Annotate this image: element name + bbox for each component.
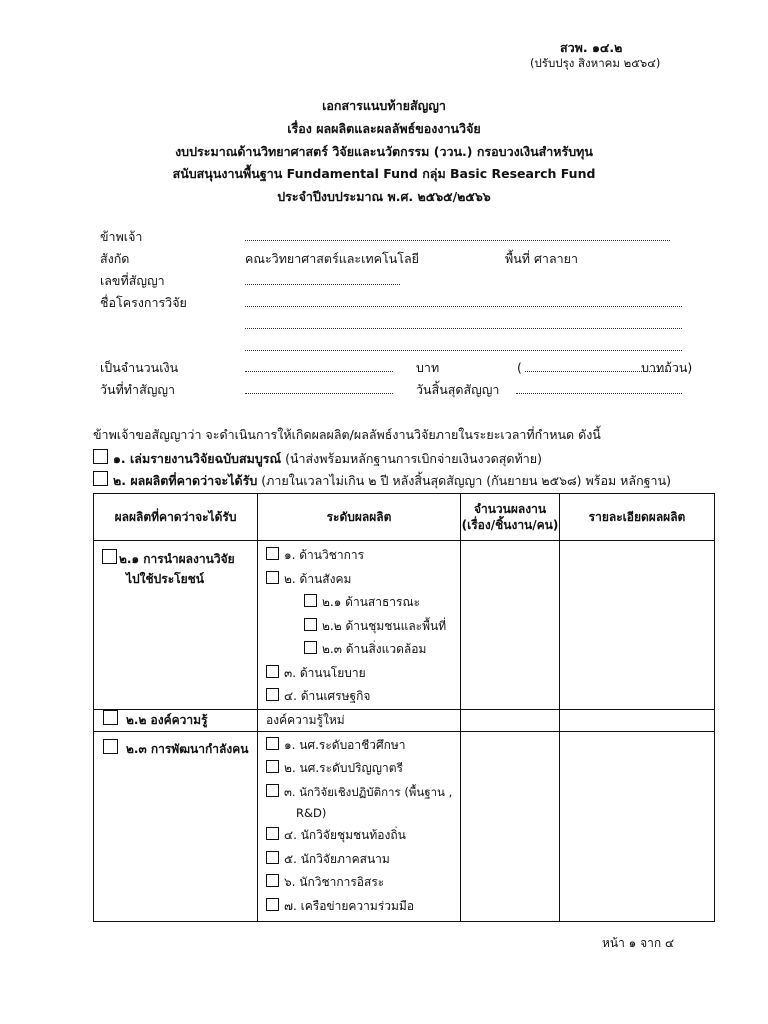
- cat3-details-cell[interactable]: [560, 731, 715, 921]
- title-line-3: งบประมาณด้านวิทยาศาสตร์ วิจัยและนวัตกรรม (ววน.) กรอบวงเงินสำหรับทุน: [175, 144, 593, 159]
- cat2-value: องค์ความรู้ใหม่: [266, 712, 345, 727]
- list-item: [258, 544, 460, 568]
- checklist-item-2-note: (ภายในเวลาไม่เกิน ๒ ปี หลังสิ้นสุดสัญญา (กันยายน ๒๕๖๘) พร้อม หลักฐาน): [257, 473, 671, 488]
- list-item: [258, 824, 460, 848]
- title-line-4: สนับสนุนงานพื้นฐาน Fundamental Fund กลุ่ม Basic Research Fund: [172, 166, 596, 181]
- commitment-text: ข้าพเจ้าขอสัญญาว่า จะดำเนินการให้เกิดผลผลิต/ผลลัพธ์งานวิจัยภายในระยะเวลาที่กำหนด ดังนี้: [93, 427, 601, 442]
- form-code: สวพ. ๑๔.๒: [560, 40, 623, 55]
- checkbox-icon[interactable]: [266, 851, 279, 864]
- checkbox-icon[interactable]: [266, 874, 279, 887]
- checkbox-icon[interactable]: [93, 471, 108, 486]
- level-label: ๑. นศ.ระดับอาชีวศึกษา: [284, 737, 406, 752]
- revision-note: (ปรับปรุง สิงหาคม ๒๕๖๔): [530, 56, 661, 70]
- checklist-item-2-title: ๒. ผลผลิตที่คาดว่าจะได้รับ: [113, 473, 258, 488]
- cat1-details-cell[interactable]: [560, 541, 715, 710]
- project-field-line-3[interactable]: [245, 350, 682, 351]
- list-item: [258, 781, 460, 805]
- project-field-line-1[interactable]: [245, 306, 682, 307]
- header-details: รายละเอียดผลผลิต: [560, 494, 715, 541]
- amount-label: เป็นจำนวนเงิน: [100, 360, 179, 375]
- list-item: [258, 568, 460, 592]
- project-label: ชื่อโครงการวิจัย: [100, 295, 187, 310]
- header-quantity-line-2: (เรื่อง/ชิ้นงาน/คน): [461, 518, 559, 532]
- cat3-label: ๒.๓ การพัฒนากำลังคน: [126, 741, 249, 756]
- contract-no-label: เลขที่สัญญา: [100, 273, 165, 288]
- checkbox-icon[interactable]: [304, 641, 317, 654]
- table-row: [94, 709, 715, 731]
- checkbox-icon[interactable]: [103, 739, 118, 754]
- checkbox-icon[interactable]: [266, 760, 279, 773]
- table-row: [94, 541, 715, 710]
- header-quantity-line-1: จำนวนผลงาน: [473, 502, 547, 516]
- checkbox-icon[interactable]: [266, 665, 279, 678]
- level-label: ๕. นักวิจัยภาคสนาม: [284, 851, 390, 866]
- cat2-level: [258, 709, 461, 731]
- level-label: ๒. ด้านสังคม: [284, 571, 352, 586]
- list-item: [258, 757, 460, 781]
- cat2-label: ๒.๒ องค์ความรู้: [126, 713, 208, 727]
- level-label: ๔. ด้านเศรษฐกิจ: [284, 689, 371, 703]
- checkbox-icon[interactable]: [266, 571, 279, 584]
- checkbox-icon[interactable]: [266, 827, 279, 840]
- contract-no-field[interactable]: [245, 284, 400, 285]
- list-item: [258, 848, 460, 872]
- list-item: [258, 591, 460, 615]
- level-label: ๑. ด้านวิชาการ: [284, 548, 365, 562]
- affiliation-value: คณะวิทยาศาสตร์และเทคโนโลยี: [245, 251, 419, 266]
- title-line-1: เอกสารแนบท้ายสัญญา: [322, 98, 446, 113]
- contract-date-label: วันที่ทำสัญญา: [100, 382, 176, 397]
- list-item: [258, 662, 460, 686]
- table-header-row: [94, 494, 715, 541]
- contract-date-field[interactable]: [245, 393, 393, 394]
- level-label: ๗. เครือข่ายความร่วมมือ: [284, 898, 415, 913]
- checkbox-icon[interactable]: [103, 710, 118, 725]
- level-label: ๒. นศ.ระดับปริญญาตรี: [284, 761, 403, 775]
- title-line-5: ประจำปีงบประมาณ พ.ศ. ๒๕๖๕/๒๕๖๖: [277, 189, 491, 204]
- checklist-item-1-title: ๑. เล่มรายงานวิจัยฉบับสมบูรณ์: [113, 451, 282, 466]
- cat1-label-line-2: ไปใช้ประโยชน์: [126, 572, 204, 586]
- list-item-continuation: R&D): [296, 806, 327, 820]
- header-expected-output: ผลผลิตที่คาดว่าจะได้รับ: [94, 494, 258, 541]
- list-item: [258, 638, 460, 662]
- baht-words: ( บาทถ้วน): [517, 360, 693, 375]
- checkbox-icon[interactable]: [93, 449, 108, 464]
- cat2-cell: [94, 709, 258, 731]
- header-output-level: ระดับผลผลิต: [258, 494, 461, 541]
- level-label: ๓. ด้านนโยบาย: [284, 665, 366, 680]
- name-label: ข้าพเจ้า: [100, 229, 143, 244]
- contract-end-field[interactable]: [516, 393, 682, 394]
- area-label: พื้นที่ ศาลายา: [505, 251, 578, 266]
- output-table: [93, 493, 715, 922]
- list-item: [258, 734, 460, 758]
- checkbox-icon[interactable]: [102, 549, 117, 564]
- list-item: [258, 871, 460, 895]
- checkbox-icon[interactable]: [266, 737, 279, 750]
- cat3-levels: [258, 731, 461, 921]
- checklist-item-2: [93, 471, 671, 491]
- checkbox-icon[interactable]: [304, 594, 317, 607]
- cat1-label-line-1: ๒.๑ การนำผลงานวิจัย: [119, 552, 235, 566]
- name-field[interactable]: [245, 240, 670, 241]
- level-label: ๒.๑ ด้านสาธารณะ: [322, 595, 421, 609]
- checkbox-icon[interactable]: [266, 898, 279, 911]
- level-label: ๓. นักวิจัยเชิงปฏิบัติการ (พื้นฐาน ,: [284, 784, 453, 799]
- cat2-details-cell[interactable]: [560, 709, 715, 731]
- baht-label: บาท: [416, 360, 440, 375]
- checklist-item-1-note: (นำส่งพร้อมหลักฐานการเบิกจ่ายเงินงวดสุดท้าย): [281, 451, 542, 466]
- cat1-quantity-cell[interactable]: [461, 541, 560, 710]
- cat1-levels: [258, 541, 461, 710]
- cat3-cell: [94, 731, 258, 921]
- page-number: หน้า ๑ จาก ๔: [602, 936, 675, 950]
- affiliation-label: สังกัด: [100, 251, 130, 266]
- project-field-line-2[interactable]: [245, 328, 682, 329]
- list-item: [258, 615, 460, 639]
- level-label: ๒.๒ ด้านชุมชนและพื้นที่: [322, 618, 447, 633]
- title-line-2: เรื่อง ผลผลิตและผลลัพธ์ของงานวิจัย: [287, 121, 481, 136]
- checkbox-icon[interactable]: [304, 618, 317, 631]
- checkbox-icon[interactable]: [266, 688, 279, 701]
- level-label: ๖. นักวิชาการอิสระ: [284, 875, 385, 889]
- checklist-item-1: [93, 449, 542, 469]
- amount-field[interactable]: [245, 371, 393, 372]
- table-row: [94, 731, 715, 921]
- level-label: ๔. นักวิจัยชุมชนท้องถิ่น: [284, 828, 406, 842]
- header-quantity: [461, 494, 560, 541]
- contract-end-label: วันสิ้นสุดสัญญา: [416, 382, 500, 397]
- cat1-cell: [94, 541, 258, 710]
- cat3-quantity-cell[interactable]: [461, 731, 560, 921]
- level-label: ๒.๓ ด้านสิ่งแวดล้อม: [322, 642, 427, 656]
- baht-words-field[interactable]: [525, 371, 670, 372]
- list-item: [258, 895, 460, 919]
- checkbox-icon[interactable]: [266, 547, 279, 560]
- cat2-quantity-cell[interactable]: [461, 709, 560, 731]
- list-item: [258, 685, 460, 709]
- checkbox-icon[interactable]: [266, 784, 279, 797]
